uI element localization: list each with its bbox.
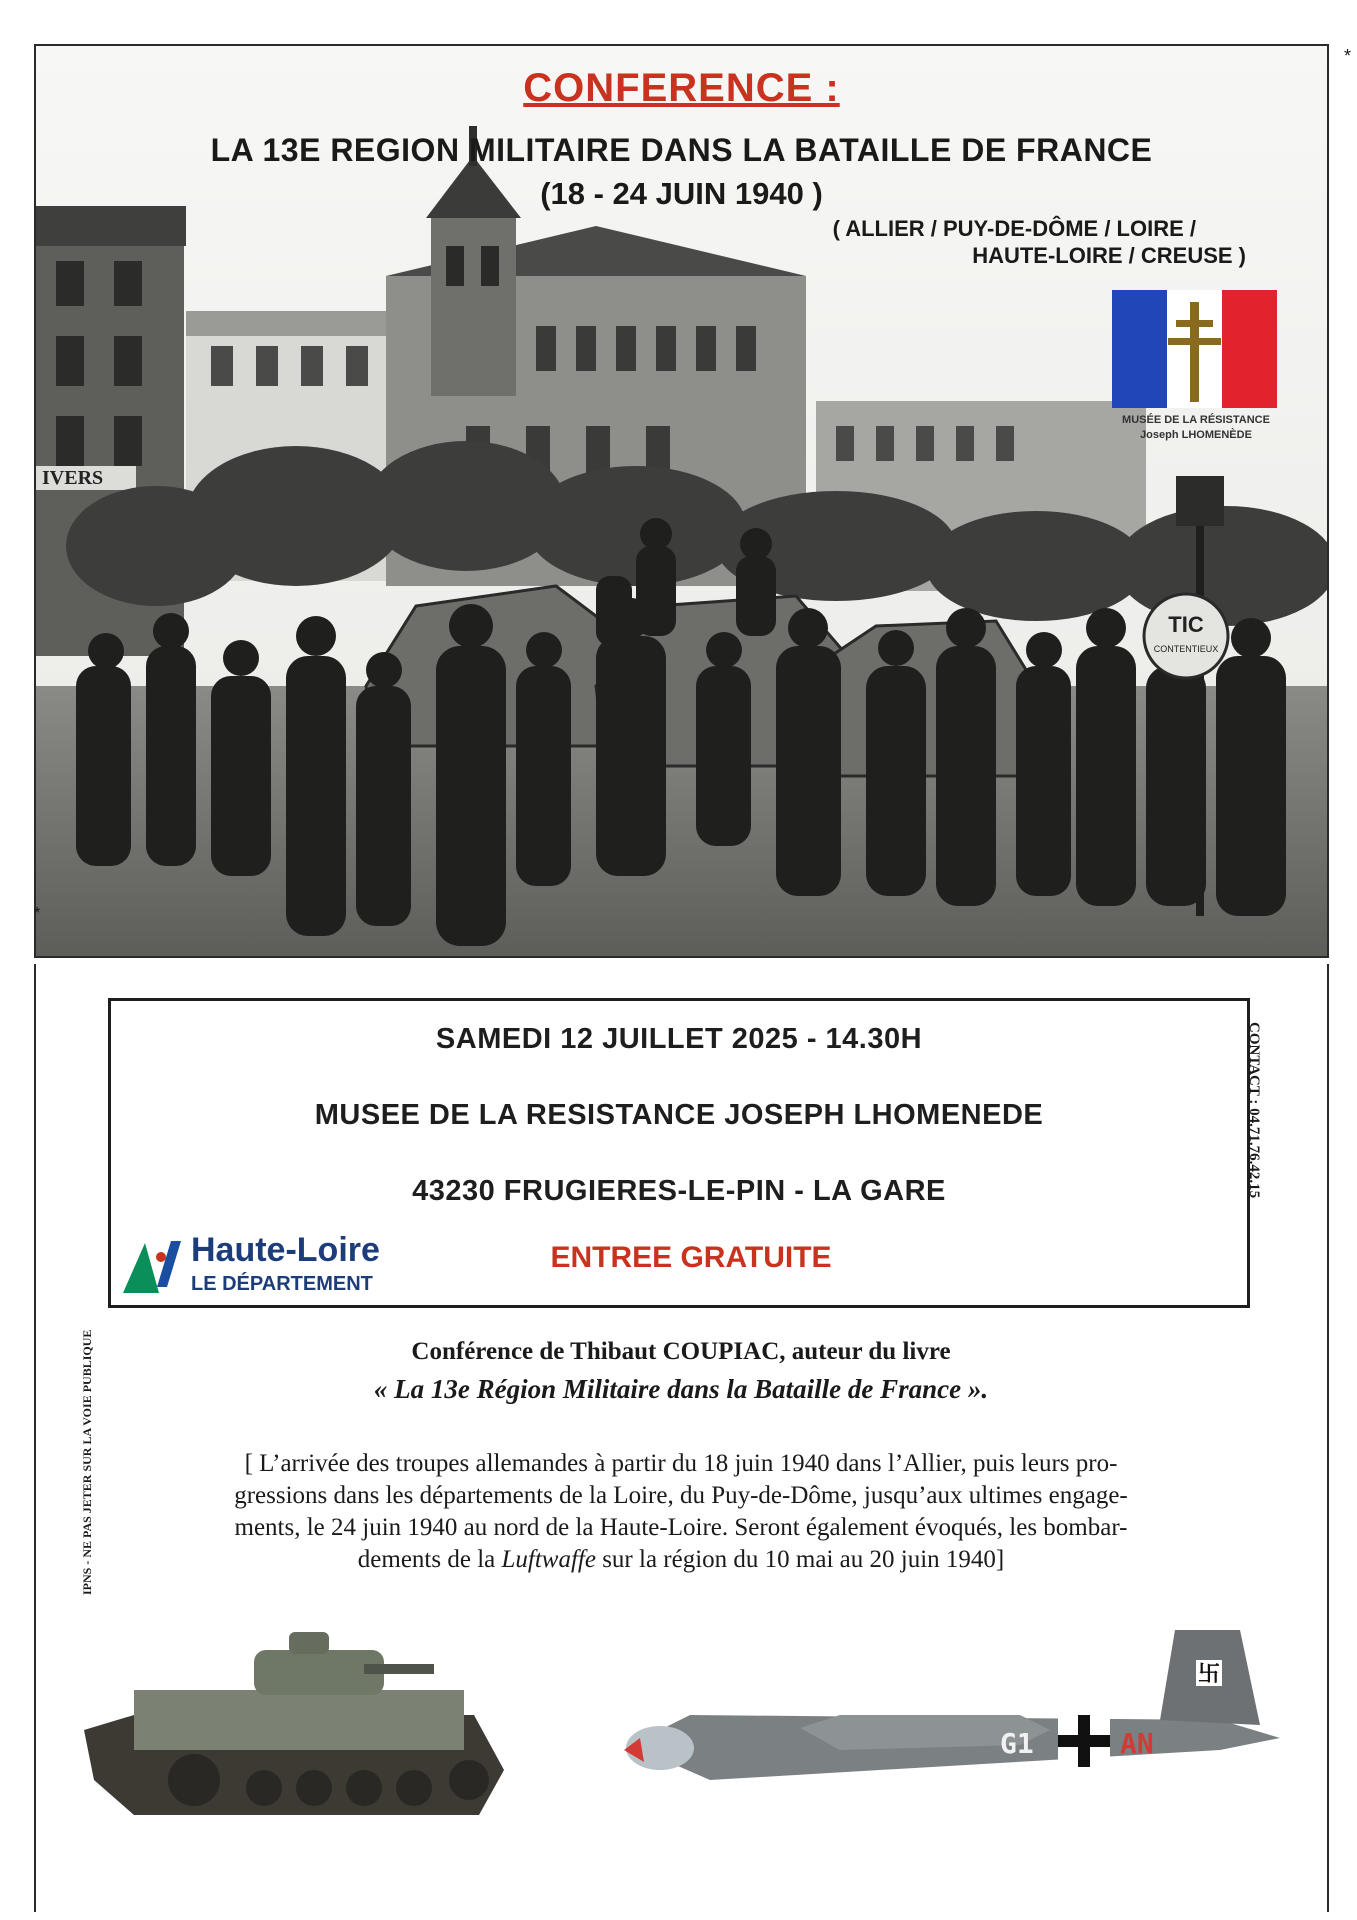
museum-logo-line2: Joseph LHOMENÈDE [1140,429,1252,441]
museum-logo-line1: MUSÉE DE LA RÉSISTANCE [1122,414,1270,426]
lecture-book-title: « La 13e Région Militaire dans la Bataille de France ». [373,1374,989,1404]
roundel-subtext: CONTENTIEUX [1153,644,1219,654]
lecture-description-line: [ L’arrivée des troupes allemandes à partir du 18 juin 1940 dans l’Allier, puis leurs pro- [244,1450,1118,1477]
balkenkreuz-icon [1058,1715,1110,1767]
conference-heading: CONFERENCE : [523,66,840,110]
event-date-time: SAMEDI 12 JUILLET 2025 - 14.30H [435,1023,923,1055]
event-info-box [108,998,1250,1308]
bomber-aircraft-illustration [600,1620,1300,1820]
conference-dates: (18 - 24 JUIN 1940 ) [540,176,823,211]
tank-illustration [74,1620,514,1830]
department-name: Haute-Loire [191,1231,380,1269]
svg-text:卐: 卐 [1197,1662,1221,1687]
museum-logo [1104,290,1284,408]
roundel-text: TIC [1168,612,1204,637]
regions-line-2: HAUTE-LOIRE / CREUSE ) [972,243,1246,268]
shop-sign-text: IVERS [42,467,104,489]
event-address: 43230 FRUGIERES-LE-PIN - LA GARE [412,1175,946,1207]
lecture-description-text: sur la région du 10 mai au 20 juin 1940] [595,1546,1005,1573]
aircraft-code-left: G1 [1000,1727,1034,1760]
haute-loire-logo [119,1231,419,1301]
french-flag-icon [1104,290,1284,408]
lecture-description [136,1448,1226,1576]
conference-title: LA 13E REGION MILITAIRE DANS LA BATAILLE DE FRANCE [210,132,1153,168]
contact-phone: CONTACT : 04.71.76.42.15 [1246,1022,1262,1199]
department-mountain-icon [119,1231,189,1301]
department-subtitle: LE DÉPARTEMENT [191,1273,373,1295]
asterisk-mark-left: * [34,905,41,922]
event-venue: MUSEE DE LA RESISTANCE JOSEPH LHOMENEDE [314,1099,1044,1131]
luftwaffe-word: Luftwaffe [501,1546,596,1573]
lecture-intro: Conférence de Thibaut COUPIAC, auteur du livre [411,1338,951,1365]
asterisk-mark: * [1343,46,1351,66]
poster-photo-frame [34,44,1329,958]
entry-free: ENTREE GRATUITE [550,1241,832,1274]
aircraft-code-right: AN [1120,1727,1154,1760]
lecture-description-line [136,1544,1226,1576]
lecture-description-line: gressions dans les départements de la Loire, du Puy-de-Dôme, jusqu’aux ultimes engage- [234,1482,1128,1509]
regions-line-1: ( ALLIER / PUY-DE-DÔME / LOIRE / [832,216,1196,241]
lecture-description-text: dements de la [357,1546,502,1573]
ipns-notice: IPNS - NE PAS JETER SUR LA VOIE PUBLIQUE [80,1329,94,1595]
lecture-description-line: ments, le 24 juin 1940 au nord de la Haute-Loire. Seront également évoqués, les bombar- [234,1514,1128,1541]
